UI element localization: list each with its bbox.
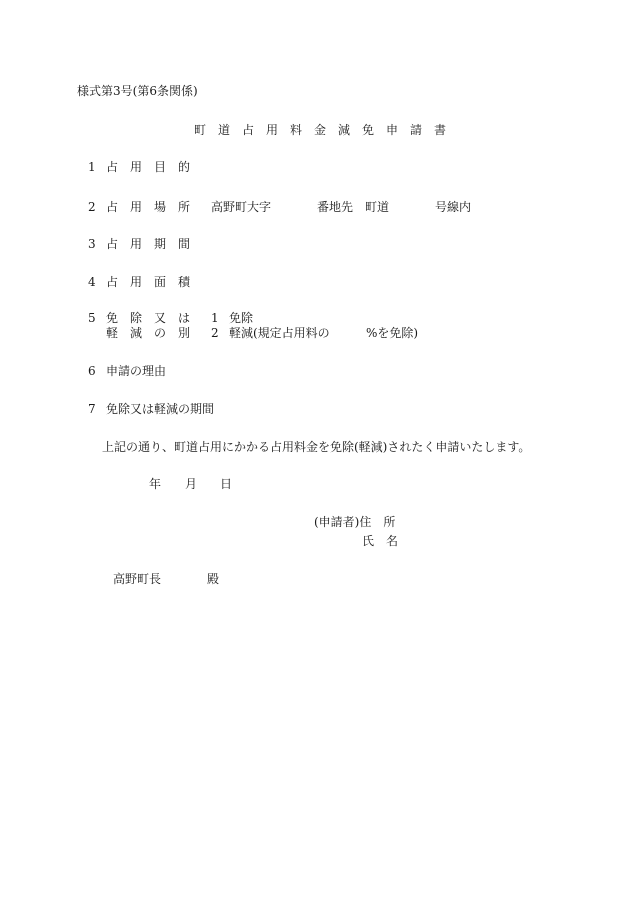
item-2-number: 2: [88, 200, 96, 214]
addressee-honorific: 殿: [207, 572, 220, 586]
item-4-label: 占 用 面 積: [106, 275, 191, 289]
item-3-label: 占 用 期 間: [106, 237, 191, 251]
item-7-number: 7: [88, 402, 96, 416]
addressee-name: 高野町長: [113, 572, 162, 586]
item-1-number: 1: [88, 160, 96, 174]
applicant-name-label: 氏 名: [362, 534, 399, 548]
date-month: 月: [185, 477, 198, 491]
applicant-address-label: (申請者)住 所: [314, 515, 396, 529]
item-5-label-line1: 免 除 又 は: [106, 311, 191, 325]
form-number: 様式第3号(第6条関係): [77, 84, 198, 98]
application-statement: 上記の通り、町道占用にかかる占用料金を免除(軽減)されたく申請いたします。: [102, 440, 531, 454]
item-5-label-line2: 軽 減 の 別: [106, 326, 191, 340]
item-6-number: 6: [88, 364, 96, 378]
item-4-number: 4: [88, 275, 96, 289]
option-2-text: 軽減(規定占用料の: [229, 326, 330, 340]
item-2-label: 占 用 場 所: [106, 200, 191, 214]
date-day: 日: [220, 477, 233, 491]
place-suffix: 号線内: [435, 200, 472, 214]
item-6-label: 申請の理由: [106, 364, 167, 378]
place-prefix: 高野町大字: [211, 200, 272, 214]
option-2-suffix: %を免除): [366, 326, 419, 340]
document-title: 町 道 占 用 料 金 減 免 申 請 書: [194, 123, 447, 137]
item-3-number: 3: [88, 237, 96, 251]
item-1-label: 占 用 目 的: [106, 160, 191, 174]
item-7-label: 免除又は軽減の期間: [106, 402, 215, 416]
option-2-number: 2: [211, 326, 219, 340]
place-mid: 番地先 町道: [317, 200, 390, 214]
option-1-number: 1: [211, 311, 219, 325]
date-year: 年: [149, 477, 162, 491]
item-5-number: 5: [88, 311, 96, 325]
option-1-text: 免除: [229, 311, 254, 325]
